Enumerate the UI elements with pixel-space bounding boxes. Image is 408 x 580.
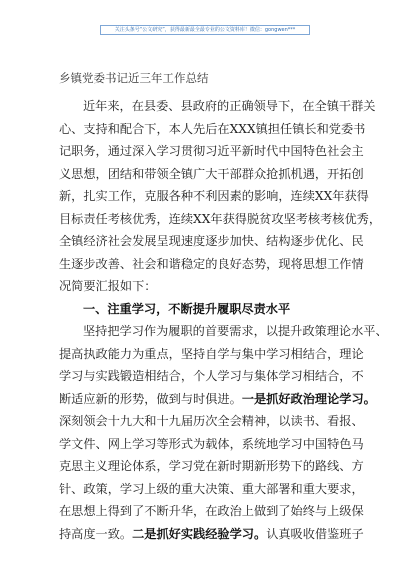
paragraph-line: [59, 523, 364, 546]
paragraph-line: 在思想上得到了不断升华，在政治上做到了始终与上级保: [59, 504, 364, 518]
emphasis-text: 一是抓好政治理论学习。: [241, 391, 376, 406]
paragraph-line: 针、政策，学习上级的重大决策、重大部署和重大要求，: [59, 481, 364, 496]
paragraph-text: 持高度一致。: [59, 526, 133, 541]
paragraph-line: 学文件、网上学习等形式为载体，系统地学习中国特色马: [59, 436, 364, 451]
document-title: 乡镇党委书记近三年工作总结: [59, 71, 209, 85]
paragraph-line: 目标责任考核优秀，连续XX年获得脱贫攻坚考核考核优秀，: [59, 211, 382, 226]
paragraph-line: 克思主义理论体系，学习党在新时期新形势下的路线、方: [59, 459, 364, 473]
paragraph-text: 断适应新的形势，做到与时俱进。: [59, 391, 242, 406]
emphasis-text: 二是抓好实践经验学习。: [132, 526, 267, 541]
header-banner-text: 关注头条号“公文研究”，获得最新最全最专业的公文资料库！微信：gongwen***: [114, 27, 296, 33]
paragraph-text: 认真吸收借鉴班子: [266, 526, 364, 541]
paragraph-line: 心、支持和配合下，本人先后在XXX镇担任镇长和党委书: [59, 121, 366, 136]
paragraph-line: [59, 388, 376, 411]
paragraph-line: 近年来，在县委、县政府的正确领导下，在全镇干群关: [83, 99, 376, 113]
paragraph-line: 全镇经济社会发展呈现速度逐步加快、结构逐步优化、民: [59, 234, 364, 248]
paragraph-line: 记职务，通过深入学习贯彻习近平新时代中国特色社会主: [59, 144, 364, 158]
paragraph-line: 提高执政能力为重点，坚持自学与集中学习相结合，理论: [59, 346, 364, 361]
paragraph-line: 深刻领会十九大和十九届历次全会精神，以读书、看报、: [59, 414, 364, 428]
document-body: [59, 95, 388, 545]
paragraph-line: 学习与实践锻造相结合，个人学习与集体学习相结合，不: [59, 369, 364, 383]
header-banner: [100, 25, 310, 35]
paragraph-line: 坚持把学习作为履职的首要需求，以提升政策理论水平、: [83, 324, 388, 338]
section-heading: 一、注重学习，不断提升履职尽责水平: [83, 301, 291, 316]
paragraph-line: 义思想，团结和带领全镇广大干部群众抢抓机遇，开拓创: [59, 166, 364, 181]
paragraph-line: 况简要汇报如下：: [59, 279, 157, 293]
paragraph-line: 新，扎实工作，克服各种不利因素的影响，连续XX年获得: [59, 189, 369, 203]
paragraph-line: 生逐步改善、社会和谐稳定的良好态势，现将思想工作情: [59, 256, 364, 271]
